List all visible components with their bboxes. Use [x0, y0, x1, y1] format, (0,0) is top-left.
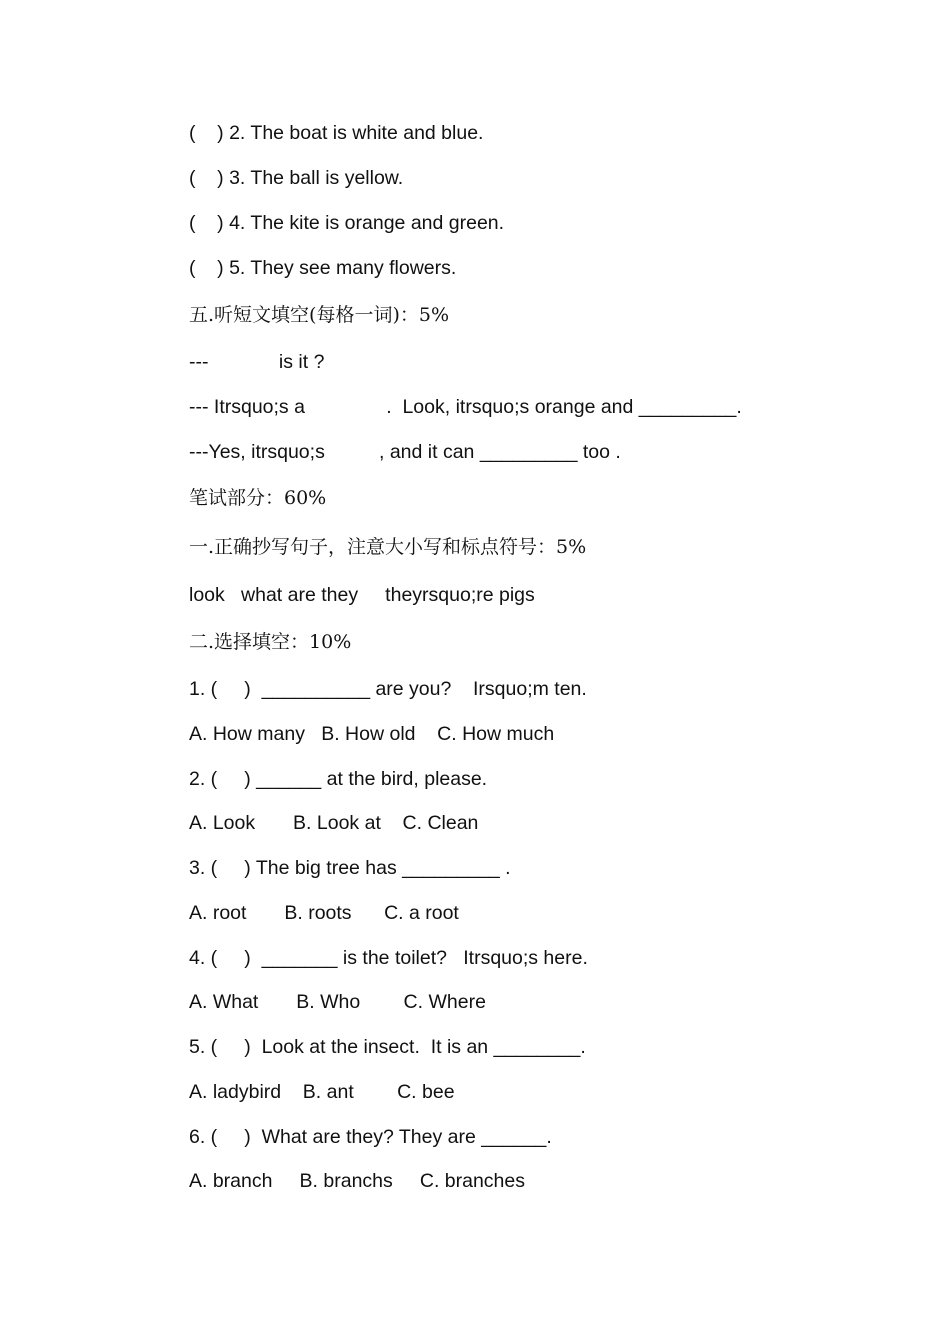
question-6-options: A. branch B. branchs C. branches [189, 1170, 525, 1192]
dialogue-line-3: ---Yes, itrsquo;s , and it can _________ too . [189, 441, 621, 463]
question-4: 4. ( ) _______ is the toilet? Itrsquo;s here. [189, 947, 588, 969]
question-4-options: A. What B. Who C. Where [189, 991, 486, 1013]
section-one-heading: 一.正确抄写句子，注意大小写和标点符号：5% [189, 536, 587, 558]
listening-item-3: ( ) 3. The ball is yellow. [189, 167, 404, 189]
question-6: 6. ( ) What are they? They are ______. [189, 1126, 552, 1148]
written-part-heading: 笔试部分：60% [189, 487, 327, 509]
question-1: 1. ( ) __________ are you? Irsquo;m ten. [189, 678, 587, 700]
listening-item-5: ( ) 5. They see many flowers. [189, 257, 457, 279]
section-two-heading: 二.选择填空：10% [189, 631, 352, 653]
question-5: 5. ( ) Look at the insect. It is an ________. [189, 1036, 586, 1058]
question-3: 3. ( ) The big tree has _________ . [189, 857, 511, 879]
question-5-options: A. ladybird B. ant C. bee [189, 1081, 455, 1103]
question-1-options: A. How many B. How old C. How much [189, 723, 555, 745]
listening-item-2: ( ) 2. The boat is white and blue. [189, 122, 484, 144]
question-2-options: A. Look B. Look at C. Clean [189, 812, 479, 834]
copy-sentence: look what are they theyrsquo;re pigs [189, 584, 535, 606]
dialogue-line-2: --- Itrsquo;s a . Look, itrsquo;s orange and _________. [189, 396, 742, 418]
section-five-heading: 五.听短文填空(每格一词)：5% [189, 304, 450, 326]
dialogue-line-1: --- is it ? [189, 351, 325, 373]
listening-item-4: ( ) 4. The kite is orange and green. [189, 212, 505, 234]
question-3-options: A. root B. roots C. a root [189, 902, 459, 924]
question-2: 2. ( ) ______ at the bird, please. [189, 768, 488, 790]
